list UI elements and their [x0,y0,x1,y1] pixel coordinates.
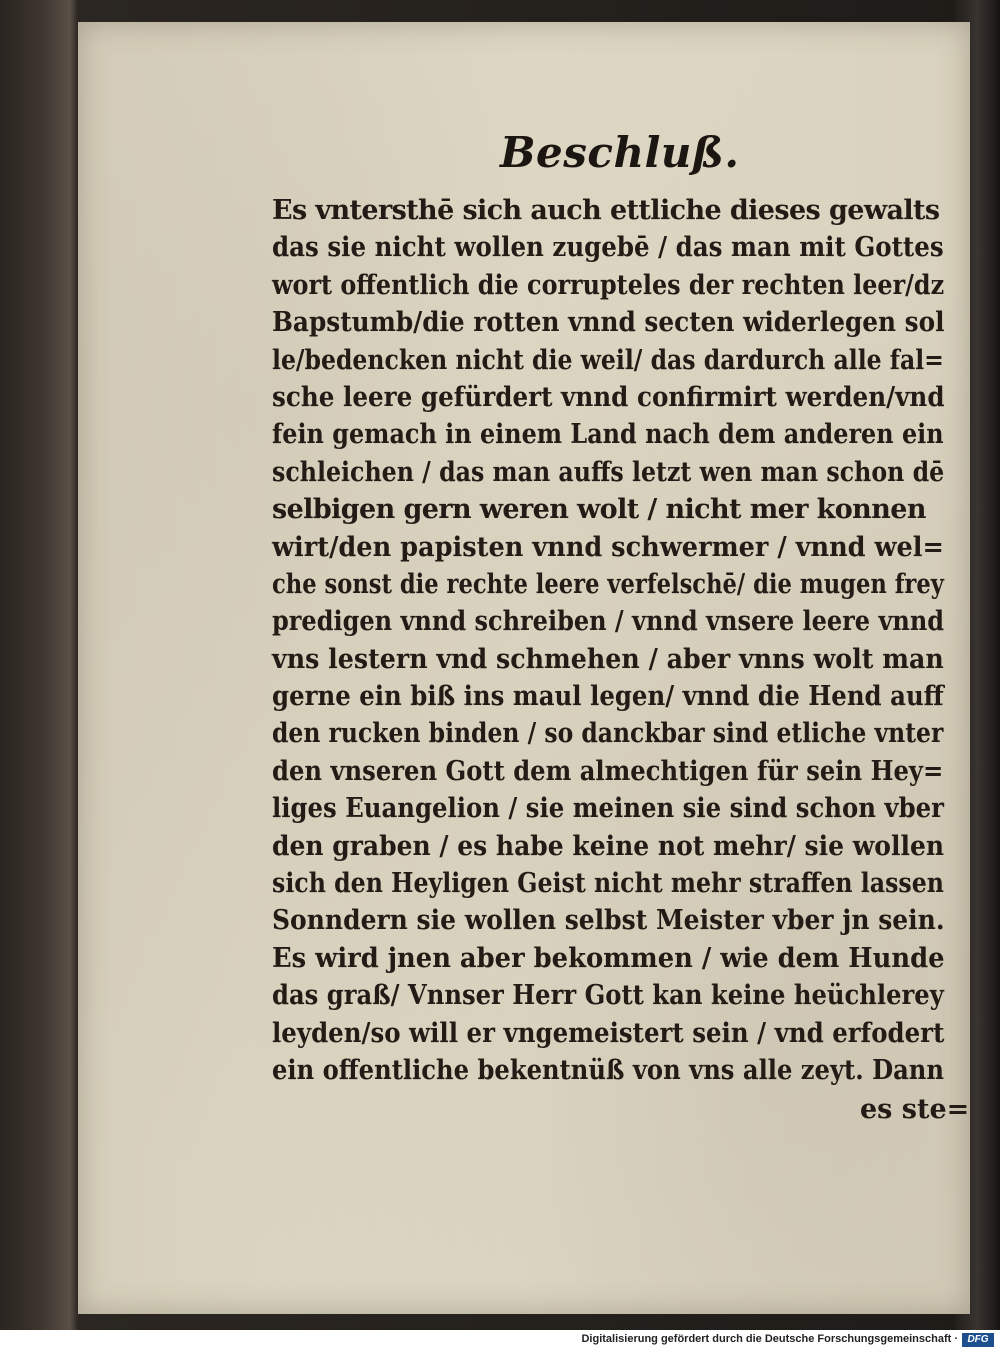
footer-credit: Digitalisierung gefördert durch die Deutsche Forschungsgemeinschaft · [581,1333,958,1345]
dfg-logo-icon: DFG [962,1333,994,1347]
text-line: das sie nicht wollen zugebē / das man mit Gottes [272,232,944,264]
text-line: le/bedencken nicht die weil/ das dardurch alle fal= [272,344,944,376]
text-line: wort offentlich die corrupteles der rechten leer/dz [272,269,945,301]
text-line: den rucken binden / so danckbar sind etliche vnter [272,718,944,750]
text-line: Sonndern sie wollen selbst Meister vber jn sein. [272,905,945,937]
text-line: vns lestern vnd schmehen / aber vnns wolt man [272,643,944,675]
text-line: das graß/ Vnnser Herr Gott kan keine heüchlerey [272,980,944,1012]
text-line: leyden/so will er vngemeistert sein / vnd erfodert [272,1017,945,1049]
body-text [272,192,944,1089]
text-line: wirt/den papisten vnnd schwermer / vnnd wel= [272,531,944,563]
text-line: liges Euangelion / sie meinen sie sind schon vber [272,793,944,825]
text-line: Bapstumb/die rotten vnnd secten widerlegen sol [272,307,945,339]
text-line: sche leere gefürdert vnnd confirmirt werden/vnd [272,381,945,413]
text-line: den vnseren Gott dem almechtigen für sein Hey= [272,755,944,787]
text-line: gerne ein biß ins maul legen/ vnnd die Hend auff [272,681,944,713]
text-line: che sonst die rechte leere verfelschē/ die mugen frey [272,568,944,600]
text-line: ein offentliche bekentnüß von vns alle zeyt. Dann [272,1054,945,1086]
text-line: Es vntersthē sich auch ettliche dieses gewalts [272,195,940,226]
text-line: schleichen / das man auffs letzt wen man schon dē [272,456,945,488]
text-line: selbigen gern weren wolt / nicht mer konnen [272,494,926,526]
page-heading: Beschluß. [500,128,740,177]
catchword: es ste= [860,1094,970,1125]
text-line: den graben / es habe keine not mehr/ sie wollen [272,830,945,862]
show-through-ink [200,142,320,182]
text-line: predigen vnnd schreiben / vnnd vnsere leere vnnd [272,606,945,638]
text-line: fein gemach in einem Land nach dem anderen ein [272,419,944,451]
text-line: Es wird jnen aber bekommen / wie dem Hunde [272,942,945,974]
text-line: sich den Heyligen Geist nicht mehr straffen lassen [272,868,945,900]
